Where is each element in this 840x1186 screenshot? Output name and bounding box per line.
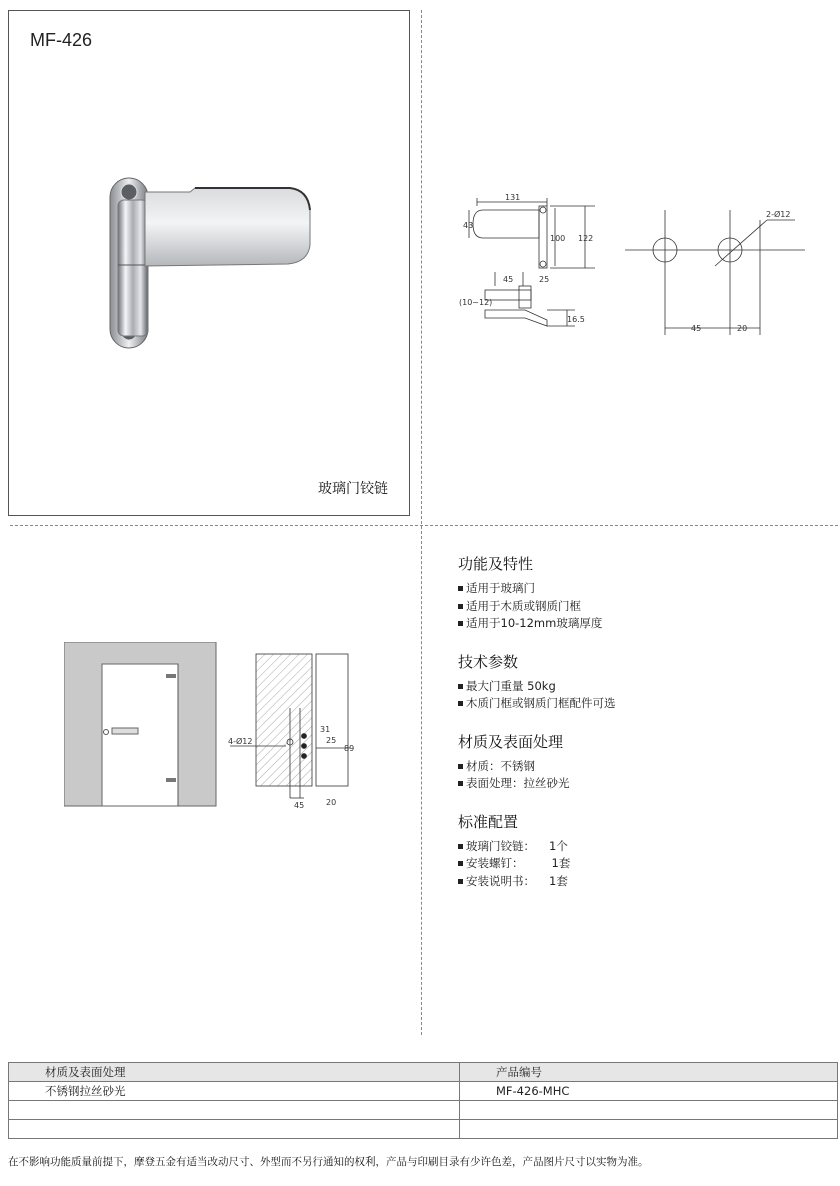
footer-note: 在不影响功能质量前提下，摩登五金有适当改动尺寸、外型而不另行通知的权利，产品与印刷目录有少许色差，产品图片尺寸以实物为准。 [8, 1156, 649, 1168]
dim-25: 25 [539, 275, 550, 284]
product-caption: 玻璃门铰链 [318, 481, 388, 497]
list-item: 适用于木质或钢质门框 [458, 598, 828, 616]
table-cell: 不锈钢拉丝砂光 [9, 1082, 460, 1101]
list-item: 材质：不锈钢 [458, 758, 828, 776]
bullet-icon [458, 701, 463, 706]
bullet-icon [458, 764, 463, 769]
dimension-drawing [455, 190, 610, 340]
material-section [458, 731, 828, 793]
bullet-icon [458, 781, 463, 786]
vertical-divider [421, 10, 422, 1035]
spec-panel [458, 553, 828, 908]
table-header-cell: 材质及表面处理 [9, 1063, 460, 1082]
frame-section-drawing [220, 648, 360, 813]
list-item: 适用于玻璃门 [458, 580, 828, 598]
config-section [458, 811, 828, 891]
table-cell: MF-426-MHC [460, 1082, 838, 1101]
material-title: 材质及表面处理 [458, 732, 564, 751]
table-row [9, 1082, 838, 1101]
dim-25: 25 [326, 736, 337, 745]
product-table [8, 1062, 838, 1139]
dim-43: 43 [463, 221, 474, 230]
dim-door-45: 45 [294, 801, 305, 810]
dim-door-20: 20 [326, 798, 337, 807]
bullet-icon [458, 684, 463, 689]
dim-100: 100 [550, 234, 566, 243]
dim-holes: 2-Ø12 [766, 210, 791, 219]
params-title: 技术参数 [458, 652, 519, 671]
table-cell [460, 1120, 838, 1139]
list-item: 表面处理：拉丝砂光 [458, 775, 828, 793]
hinge-photo [100, 170, 330, 360]
params-section [458, 651, 828, 713]
door-elevation-drawing [64, 642, 219, 807]
list-item: 安装螺钉： 1套 [458, 855, 828, 873]
list-item: 木质门框或钢质门框配件可选 [458, 695, 828, 713]
bullet-icon [458, 586, 463, 591]
bullet-icon [458, 879, 463, 884]
table-row [9, 1120, 838, 1139]
dim-31: 31 [320, 725, 331, 734]
model-number: MF-426 [30, 30, 93, 50]
dim-glass: (10~12) [459, 298, 493, 307]
dim-pitch-45: 45 [691, 324, 702, 333]
hole-pattern-drawing [625, 200, 810, 340]
dim-pitch-20: 20 [737, 324, 748, 333]
list-item: 玻璃门铰链： 1个 [458, 838, 828, 856]
horizontal-divider [10, 525, 838, 526]
list-item: 最大门重量 50kg [458, 678, 828, 696]
table-cell [9, 1101, 460, 1120]
table-row [9, 1101, 838, 1120]
list-item: 安装说明书： 1套 [458, 873, 828, 891]
bullet-icon [458, 604, 463, 609]
dim-door-holes: 4-Ø12 [228, 737, 253, 746]
dim-131: 131 [505, 193, 521, 202]
dim-16-5: 16.5 [567, 315, 585, 324]
bullet-icon [458, 861, 463, 866]
table-header-row [9, 1063, 838, 1082]
bullet-icon [458, 621, 463, 626]
table-header-cell: 产品编号 [460, 1063, 838, 1082]
bullet-icon [458, 844, 463, 849]
list-item: 适用于10-12mm玻璃厚度 [458, 615, 828, 633]
features-section [458, 553, 828, 633]
table-cell [460, 1101, 838, 1120]
config-title: 标准配置 [458, 812, 519, 831]
dim-122: 122 [578, 234, 594, 243]
dim-89: 89 [344, 744, 355, 753]
dim-45: 45 [503, 275, 514, 284]
features-title: 功能及特性 [458, 555, 534, 573]
table-cell [9, 1120, 460, 1139]
